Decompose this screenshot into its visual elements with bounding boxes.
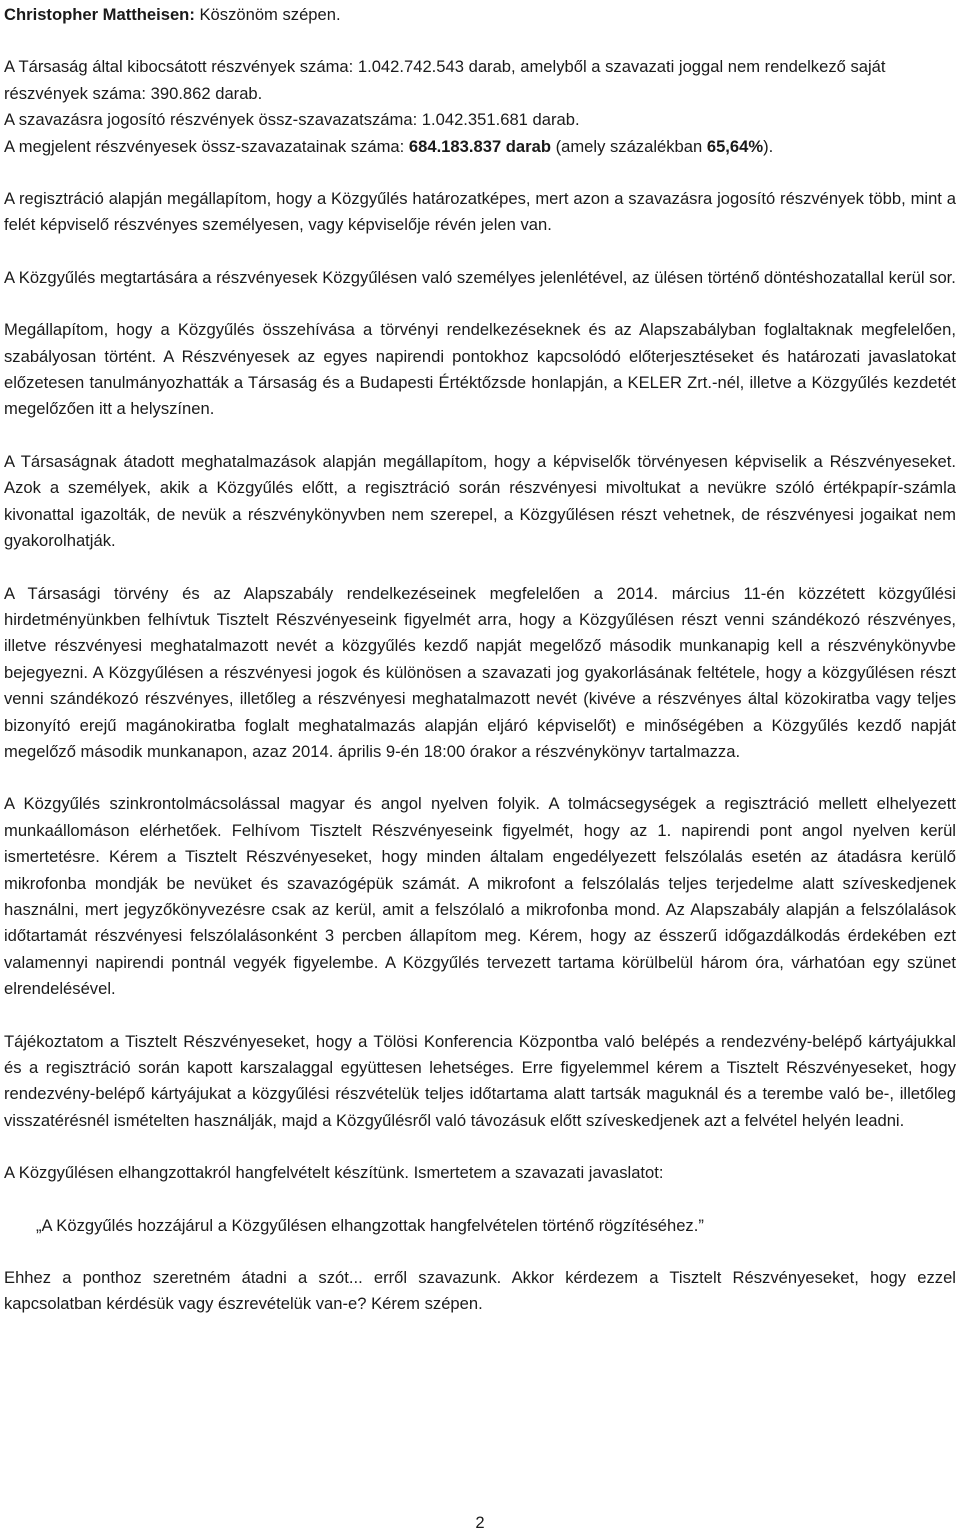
speaker-text: Köszönöm szépen. — [194, 5, 341, 24]
document-body — [4, 2, 956, 1318]
speaker-line — [4, 2, 956, 28]
present-votes-value: 684.183.837 darab — [408, 136, 551, 156]
resolution-quote: „A Közgyűlés hozzájárul a Közgyűlésen elhangzottak hangfelvételen történő rögzítéséhez.” — [36, 1215, 704, 1235]
present-votes-text — [4, 134, 956, 160]
present-votes-percent: 65,64% — [706, 136, 764, 156]
voting-shares-text: A szavazásra jogosító részvények össz-szavazatszáma: 1.042.351.681 darab. — [4, 110, 580, 130]
convocation-paragraph: Megállapítom, hogy a Közgyűlés összehívása a törvényi rendelkezéseknek és az Alapszabályban foglaltaknak megfelelően, szabályosan történt. A Részvényesek az egyes napirendi pontokhoz kapcsolódó előterjesztéseket és határozati javaslatokat előzetesen tanulmányozhatták a Társaság és a Budapesti Értéktőzsde honlapján, a KELER Zrt.-nél, illetve a Közgyűlés kezdetét megelőzően itt a helyszínen. — [4, 320, 956, 419]
interpretation-paragraph: A Közgyűlés szinkrontolmácsolással magyar és angol nyelven folyik. A tolmácsegységek a regisztráció mellett elhelyezett munkaállomáson elérhetőek. Felhívom Tisztelt Részvényeseink figyelmét, hogy az 1. napirendi pont angol nyelven kerül ismertetésre. Kérem a Tisztelt Részvényeseket, hogy minden általam engedélyezett felszólalás esetén az átadásra kerülő mikrofonba mondják be nevüket és szavazógépük számát. A mikrofont a felszólalás teljes terjedelme alatt szíveskedjenek használni, mert jegyzőkönyvezésre csak az kerül, amit a felszólaló a mikrofonba mond. Az Alapszabály alapján a felszólalások időtartamát részvényesi felszólalásonként 3 percben állapítom meg. Kérem, hogy az ésszerű időgazdálkodás érdekében ezt valamennyi napirendi pontnál vegyék figyelembe. A Közgyűlés tervezett tartama körülbelül három óra, várhatóan egy szünet elrendelésével. — [4, 794, 956, 999]
closing-paragraph: Ehhez a ponthoz szeretném átadni a szót... erről szavazunk. Akkor kérdezem a Tisztelt Részvényeseket, hogy ezzel kapcsolatban kérdésük vagy észrevételük van-e? Kérem szépen. — [4, 1268, 956, 1314]
share-register-paragraph: A Társasági törvény és az Alapszabály rendelkezéseinek megfelelően a 2014. március 11-én közzétett közgyűlési hirdetményünkben felhívtuk Tisztelt Részvényeseink figyelmét arra, hogy a Közgyűlésen részt venni szándékozó részvényes, illetve részvényesi meghatalmazott nevét a közgyűlés kezdő napját megelőző második munkanapig kell a részvénykönyvbe bejegyezni. A Közgyűlésen a részvényesi jogok és különösen a szavazati jog gyakorlásának feltétele, hogy a közgyűlésen részt venni szándékozó részvényes, illetőleg a részvényesi meghatalmazott nevét (kivéve a részvényes által közokiratba vagy teljes bizonyító erejű magánokiratba foglalt meghatalmazás alapján eljáró képviselőt) e minőségében a Közgyűlés kezdő napját megelőző második munkanapon, azaz 2014. április 9-én 18:00 órakor a részvénykönyv tartalmazza. — [4, 583, 956, 761]
proxies-paragraph: A Társaságnak átadott meghatalmazások alapján megállapítom, hogy a képviselők törvényesen képviselik a Részvényeseket. Azok a személyek, akik a Közgyűlés előtt, a regisztráció során részvényesi mivoltukat a nevükre szóló értékpapír-számla kivonattal igazolták, de nevük a részvénykönyvben nem szerepel, a Közgyűlésen részt vehetnek, de részvényesi jogaikat nem gyakorolhatják. — [4, 451, 956, 551]
speaker-name: Christopher Mattheisen: — [4, 5, 195, 24]
issued-shares-text: A Társaság által kibocsátott részvények száma: 1.042.742.543 darab, amelyből a szavazati joggal nem rendelkező saját részvények száma: 390.862 darab. — [4, 57, 886, 103]
entry-card-paragraph: Tájékoztatom a Tisztelt Részvényeseket, hogy a Tölösi Konferencia Központba való belépés a rendezvény-belépő kártyájukkal és a regisztráció során kapott karszalaggal együttesen lehetséges. Erre figyelemmel kérem a Tisztelt Részvényeseket, hogy rendezvény-belépő kártyájukat a közgyűlési részvételük teljes időtartama alatt tartsák maguknál és a terembe való be-, illetőleg visszatérésnél ismételten használják, majd a Közgyűlésről való távozásuk előtt szíveskedjenek azt a felvétel helyén leadni. — [4, 1031, 956, 1130]
quorum-paragraph: A regisztráció alapján megállapítom, hogy a Közgyűlés határozatképes, mert azon a szavazásra jogosító részvények több, mint a felét képviselő részvényes személyesen, vagy képviselője révén jelen van. — [4, 189, 956, 235]
recording-intro: A Közgyűlésen elhangzottakról hangfelvételt készítünk. Ismertetem a szavazati javaslatot: — [4, 1163, 664, 1183]
present-votes-mid: (amely százalékban — [550, 136, 707, 156]
page-number: 2 — [475, 1513, 485, 1532]
present-votes-prefix: A megjelent részvényesek össz-szavazatainak száma: — [4, 136, 409, 156]
meeting-format-paragraph: A Közgyűlés megtartására a részvényesek Közgyűlésen való személyes jelenlétével, az ülésen történő döntéshozatallal kerül sor. — [4, 267, 956, 287]
present-votes-suffix: ). — [763, 136, 774, 156]
